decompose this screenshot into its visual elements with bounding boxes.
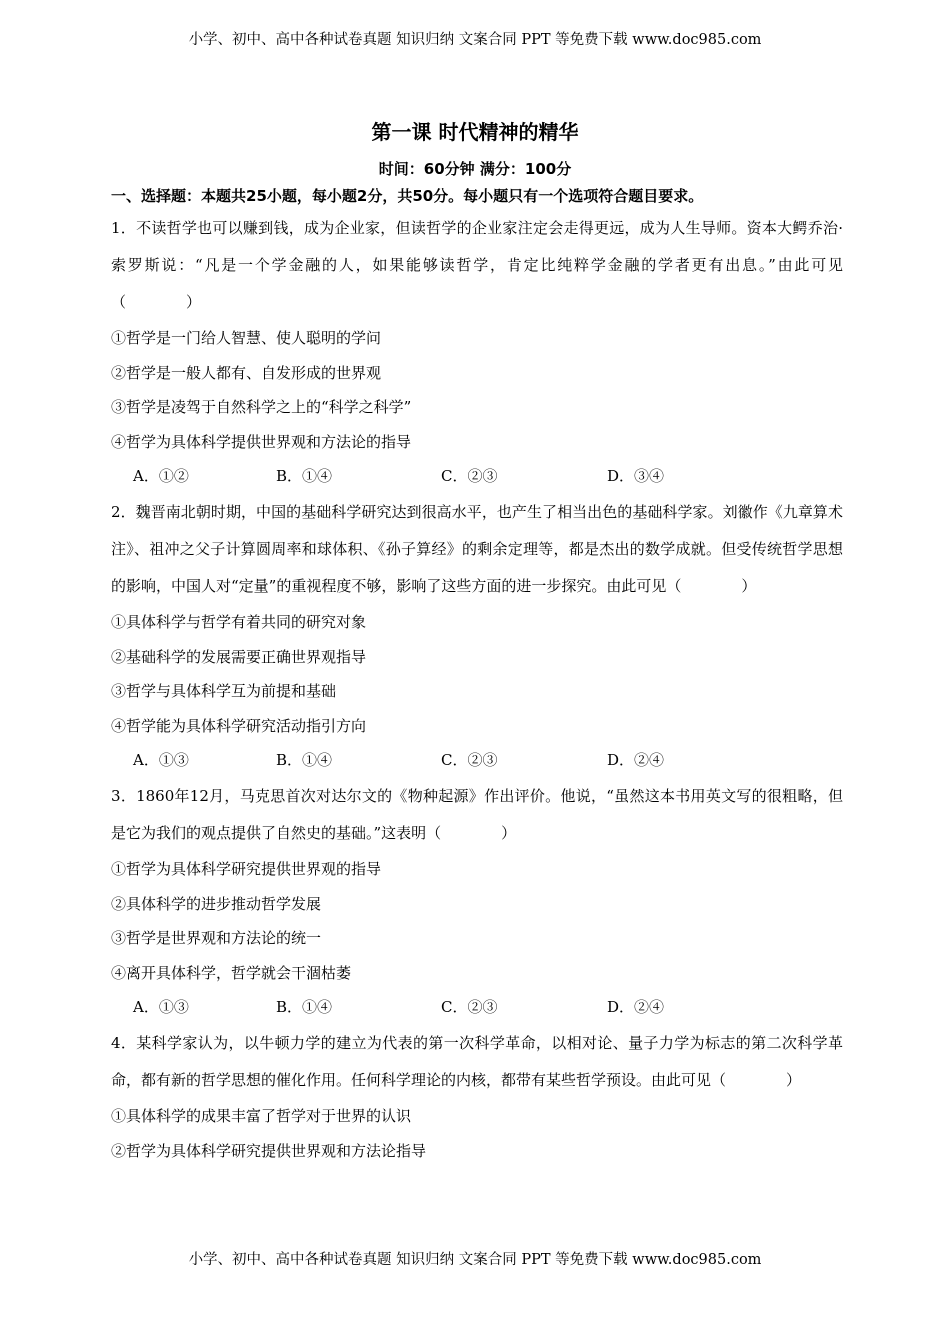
statement-option: ①具体科学的成果丰富了哲学对于世界的认识	[111, 1107, 412, 1125]
choice-c[interactable]: C．②③	[441, 751, 498, 769]
choice-d[interactable]: D．②④	[607, 751, 665, 769]
question-4	[111, 1025, 843, 1168]
statement-option: ②哲学为具体科学研究提供世界观和方法论指导	[111, 1141, 427, 1160]
statement-option: ①哲学是一门给人智慧、使人聪明的学问	[111, 329, 382, 347]
question-2	[111, 494, 843, 778]
question-stem: 3．1860年12月，马克思首次对达尔文的《物种起源》作出评价。他说，“虽然这本书用英文写的很粗略，但是它为我们的观点提供了自然史的基础。”这表明（ ）	[111, 787, 843, 842]
section-heading: 一、选择题：本题共25小题，每小题2分，共50分。每小题只有一个选项符合题目要求。	[111, 187, 704, 205]
question-3	[111, 778, 843, 1025]
choice-c[interactable]: C．②③	[441, 467, 498, 485]
choice-a[interactable]: A．①③	[133, 751, 189, 769]
question-stem: 4．某科学家认为，以牛顿力学的建立为代表的第一次科学革命，以相对论、量子力学为标志的第二次科学革命，都有新的哲学思想的催化作用。任何科学理论的内核，都带有某些哲学预设。由此可见（ ）	[111, 1034, 843, 1089]
choice-a[interactable]: A．①②	[133, 467, 189, 485]
statement-option: ③哲学是凌驾于自然科学之上的“科学之科学”	[111, 398, 412, 416]
question-stem: 2．魏晋南北朝时期，中国的基础科学研究达到很高水平，也产生了相当出色的基础科学家。刘徽作《九章算术注》、祖冲之父子计算圆周率和球体积、《孙子算经》的剩余定理等，都是杰出的数学成就。但受传统哲学思想的影响，中国人对“定量”的重视程度不够，影响了这些方面的进一步探究。由此可见（ ）	[111, 503, 843, 595]
choice-c[interactable]: C．②③	[441, 998, 498, 1016]
choice-a[interactable]: A．①③	[133, 998, 189, 1016]
statement-option: ①具体科学与哲学有着共同的研究对象	[111, 613, 367, 631]
page-header: 小学、初中、高中各种试卷真题 知识归纳 文案合同 PPT 等免费下载 www.doc985.com	[188, 32, 762, 48]
answer-choices	[111, 459, 843, 494]
statement-option: ③哲学与具体科学互为前提和基础	[111, 682, 337, 700]
exam-info: 时间：60分钟 满分：100分	[378, 160, 572, 178]
answer-choices	[111, 990, 843, 1025]
page-footer: 小学、初中、高中各种试卷真题 知识归纳 文案合同 PPT 等免费下载 www.doc985.com	[188, 1252, 762, 1268]
statement-option: ④哲学能为具体科学研究活动指引方向	[111, 716, 367, 735]
statement-option: ②哲学是一般人都有、自发形成的世界观	[111, 363, 382, 382]
question-1	[111, 210, 843, 494]
question-list	[111, 183, 843, 1168]
page-title: 第一课 时代精神的精华	[371, 120, 579, 144]
choice-d[interactable]: D．③④	[607, 467, 665, 485]
choice-d[interactable]: D．②④	[607, 998, 665, 1016]
statement-option: ④离开具体科学，哲学就会干涸枯萎	[111, 963, 352, 982]
answer-choices	[111, 743, 843, 778]
choice-b[interactable]: B．①④	[276, 467, 333, 485]
question-stem: 1．不读哲学也可以赚到钱，成为企业家，但读哲学的企业家注定会走得更远，成为人生导师。资本大鳄乔治·索罗斯说：“凡是一个学金融的人，如果能够读哲学，肯定比纯粹学金融的学者更有出息。”由此可见（ ）	[111, 219, 843, 311]
statement-option: ①哲学为具体科学研究提供世界观的指导	[111, 860, 382, 878]
choice-b[interactable]: B．①④	[276, 751, 333, 769]
statement-option: ②具体科学的进步推动哲学发展	[111, 894, 322, 913]
choice-b[interactable]: B．①④	[276, 998, 333, 1016]
statement-option: ②基础科学的发展需要正确世界观指导	[111, 647, 367, 666]
statement-option: ③哲学是世界观和方法论的统一	[111, 929, 322, 947]
statement-option: ④哲学为具体科学提供世界观和方法论的指导	[111, 432, 412, 451]
